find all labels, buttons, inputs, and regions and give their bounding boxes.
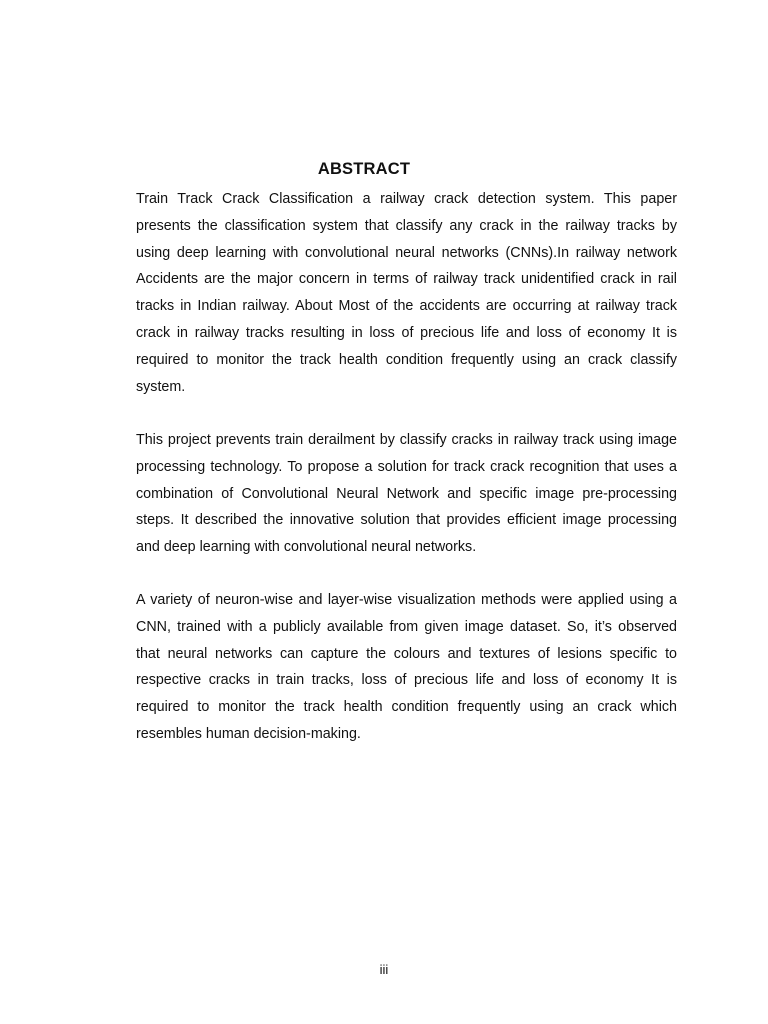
abstract-paragraph-1: Train Track Crack Classification a railway crack detection system. This paper presents the classification system that classify any crack in the railway tracks by using deep learning with convolutional neural networks (CNNs).In railway network Accidents are the major concern in terms of railway track unidentified crack in rail tracks in Indian railway. About Most of the accidents are occurring at railway track crack in railway tracks resulting in loss of precious life and loss of economy It is required to monitor the track health condition frequently using an crack classify system.	[136, 191, 677, 395]
abstract-paragraph-2: This project prevents train derailment by classify cracks in railway track using image processing technology. To propose a solution for track crack recognition that uses a combination of Convolutional Neural Network and specific image pre-processing steps. It described the innovative solution that provides efficient image processing and deep learning with convolutional neural networks.	[136, 432, 677, 556]
abstract-paragraph-3: A variety of neuron-wise and layer-wise visualization methods were applied using a CNN, trained with a publicly available from given image dataset. So, it’s observed that neural networks can capture the colours and textures of lesions specific to respective cracks in train tracks, loss of precious life and loss of economy It is required to monitor the track health condition frequently using an crack which resembles human decision-making.	[136, 592, 677, 742]
abstract-heading: ABSTRACT	[317, 160, 411, 178]
page-number: iii	[379, 962, 389, 977]
